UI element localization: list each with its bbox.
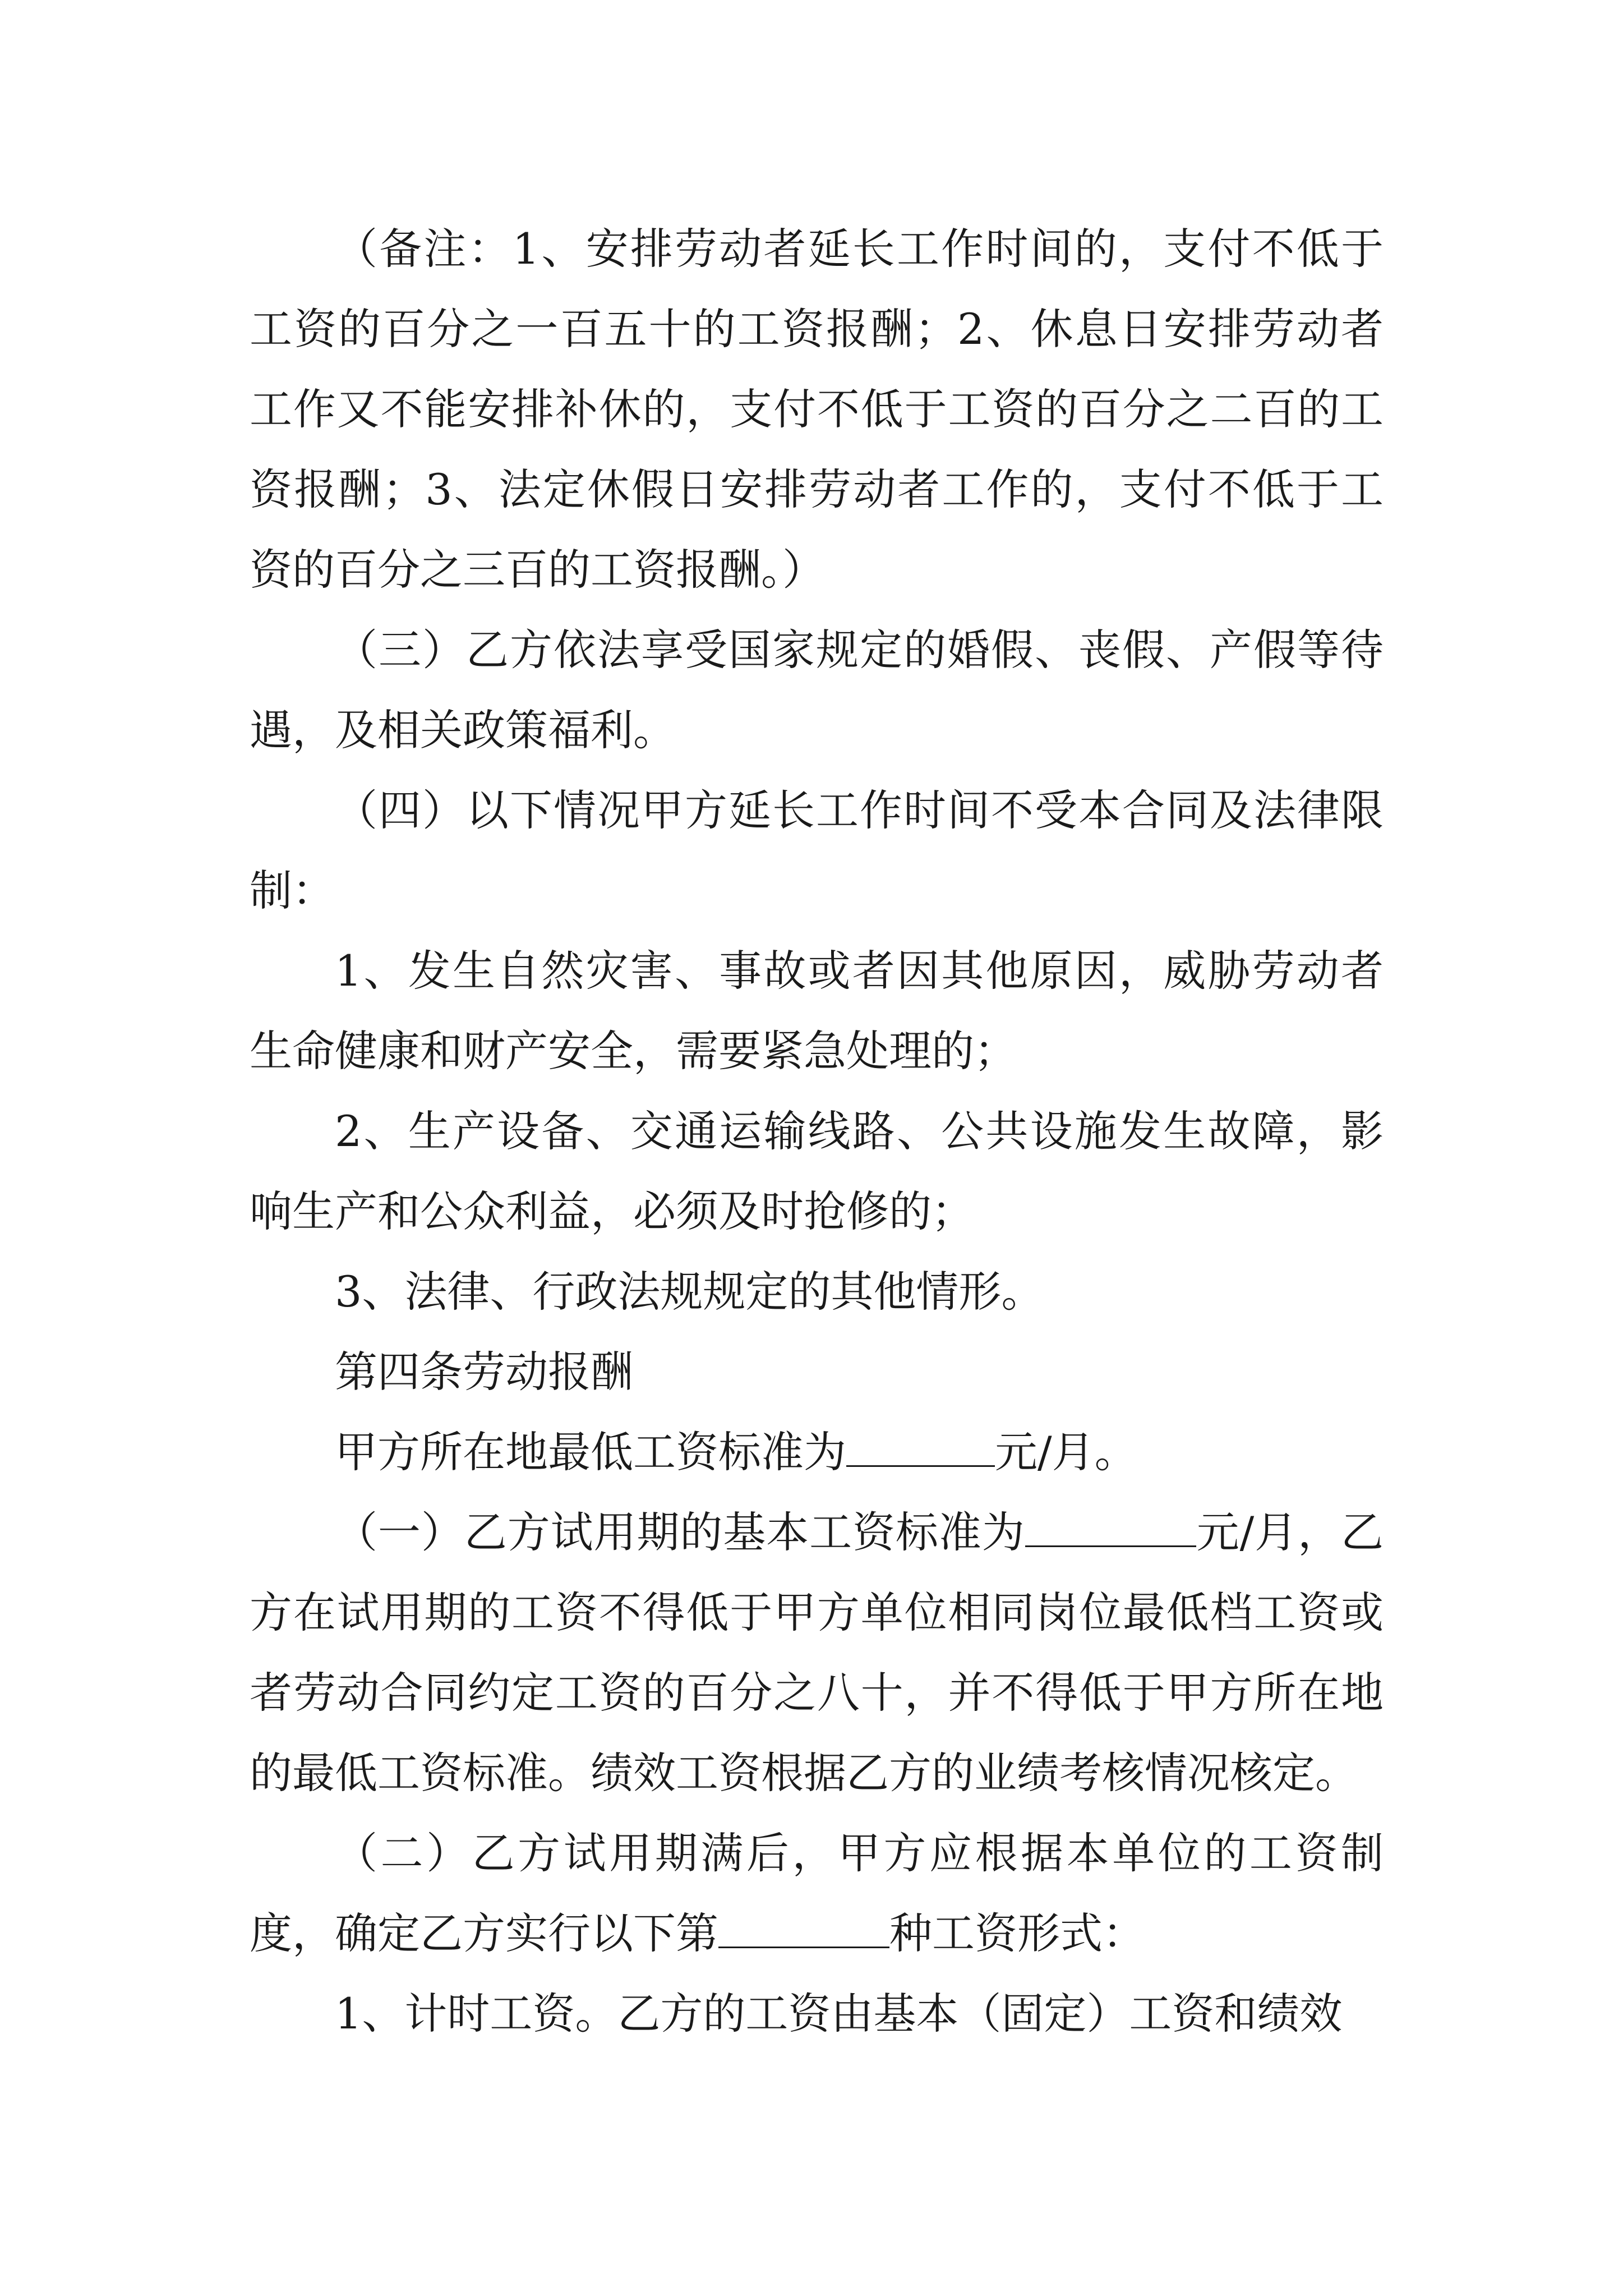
item-4-paragraph: （四）以下情况甲方延长工作时间不受本合同及法律限制： (250, 785, 1384, 915)
probation-wage-paragraph (250, 1492, 1384, 1813)
wage-form-blank-field[interactable] (718, 1913, 889, 1948)
wage-form-text-after: 种工资形式： (889, 1908, 1145, 1958)
min-wage-blank-field[interactable] (846, 1432, 995, 1467)
time-wage-paragraph: 1、计时工资。乙方的工资由基本（固定）工资和绩效 (335, 1989, 1343, 2039)
probation-wage-text-before: （一）乙方试用期的基本工资标准为 (335, 1507, 1025, 1557)
min-wage-text-after: 元/月。 (995, 1427, 1137, 1477)
min-wage-text-before: 甲方所在地最低工资标准为 (335, 1427, 846, 1477)
case-2-paragraph: 2、生产设备、交通运输线路、公共设施发生故障，影响生产和公众利益，必须及时抢修的； (250, 1106, 1384, 1236)
min-wage-paragraph (250, 1412, 1384, 1492)
note-paragraph: （备注：1、安排劳动者延长工作时间的，支付不低于工资的百分之一百五十的工资报酬；2、休息日安排劳动者工作又不能安排补休的，支付不低于工资的百分之二百的工资报酬；3、法定休假日安排劳动者工作的，支付不低于工资的百分之三百的工资报酬。） (250, 224, 1384, 595)
wage-form-paragraph (250, 1813, 1384, 1973)
probation-wage-blank-field[interactable] (1025, 1512, 1196, 1547)
probation-wage-text-after: 元/月，乙方在试用期的工资不得低于甲方单位相同岗位最低档工资或者劳动合同约定工资的百分之八十，并不得低于甲方所在地的最低工资标准。绩效工资根据乙方的业绩考核情况核定。 (250, 1507, 1384, 1798)
item-3-paragraph: （三）乙方依法享受国家规定的婚假、丧假、产假等待遇，及相关政策福利。 (250, 625, 1384, 755)
case-3-paragraph: 3、法律、行政法规规定的其他情形。 (335, 1267, 1044, 1317)
wage-form-text-before: （二）乙方试用期满后，甲方应根据本单位的工资制度，确定乙方实行以下第 (250, 1828, 1384, 1958)
article-4-heading: 第四条劳动报酬 (335, 1347, 633, 1397)
case-1-paragraph: 1、发生自然灾害、事故或者因其他原因，威胁劳动者生命健康和财产安全，需要紧急处理的； (250, 946, 1384, 1076)
document-body (250, 209, 1384, 2054)
